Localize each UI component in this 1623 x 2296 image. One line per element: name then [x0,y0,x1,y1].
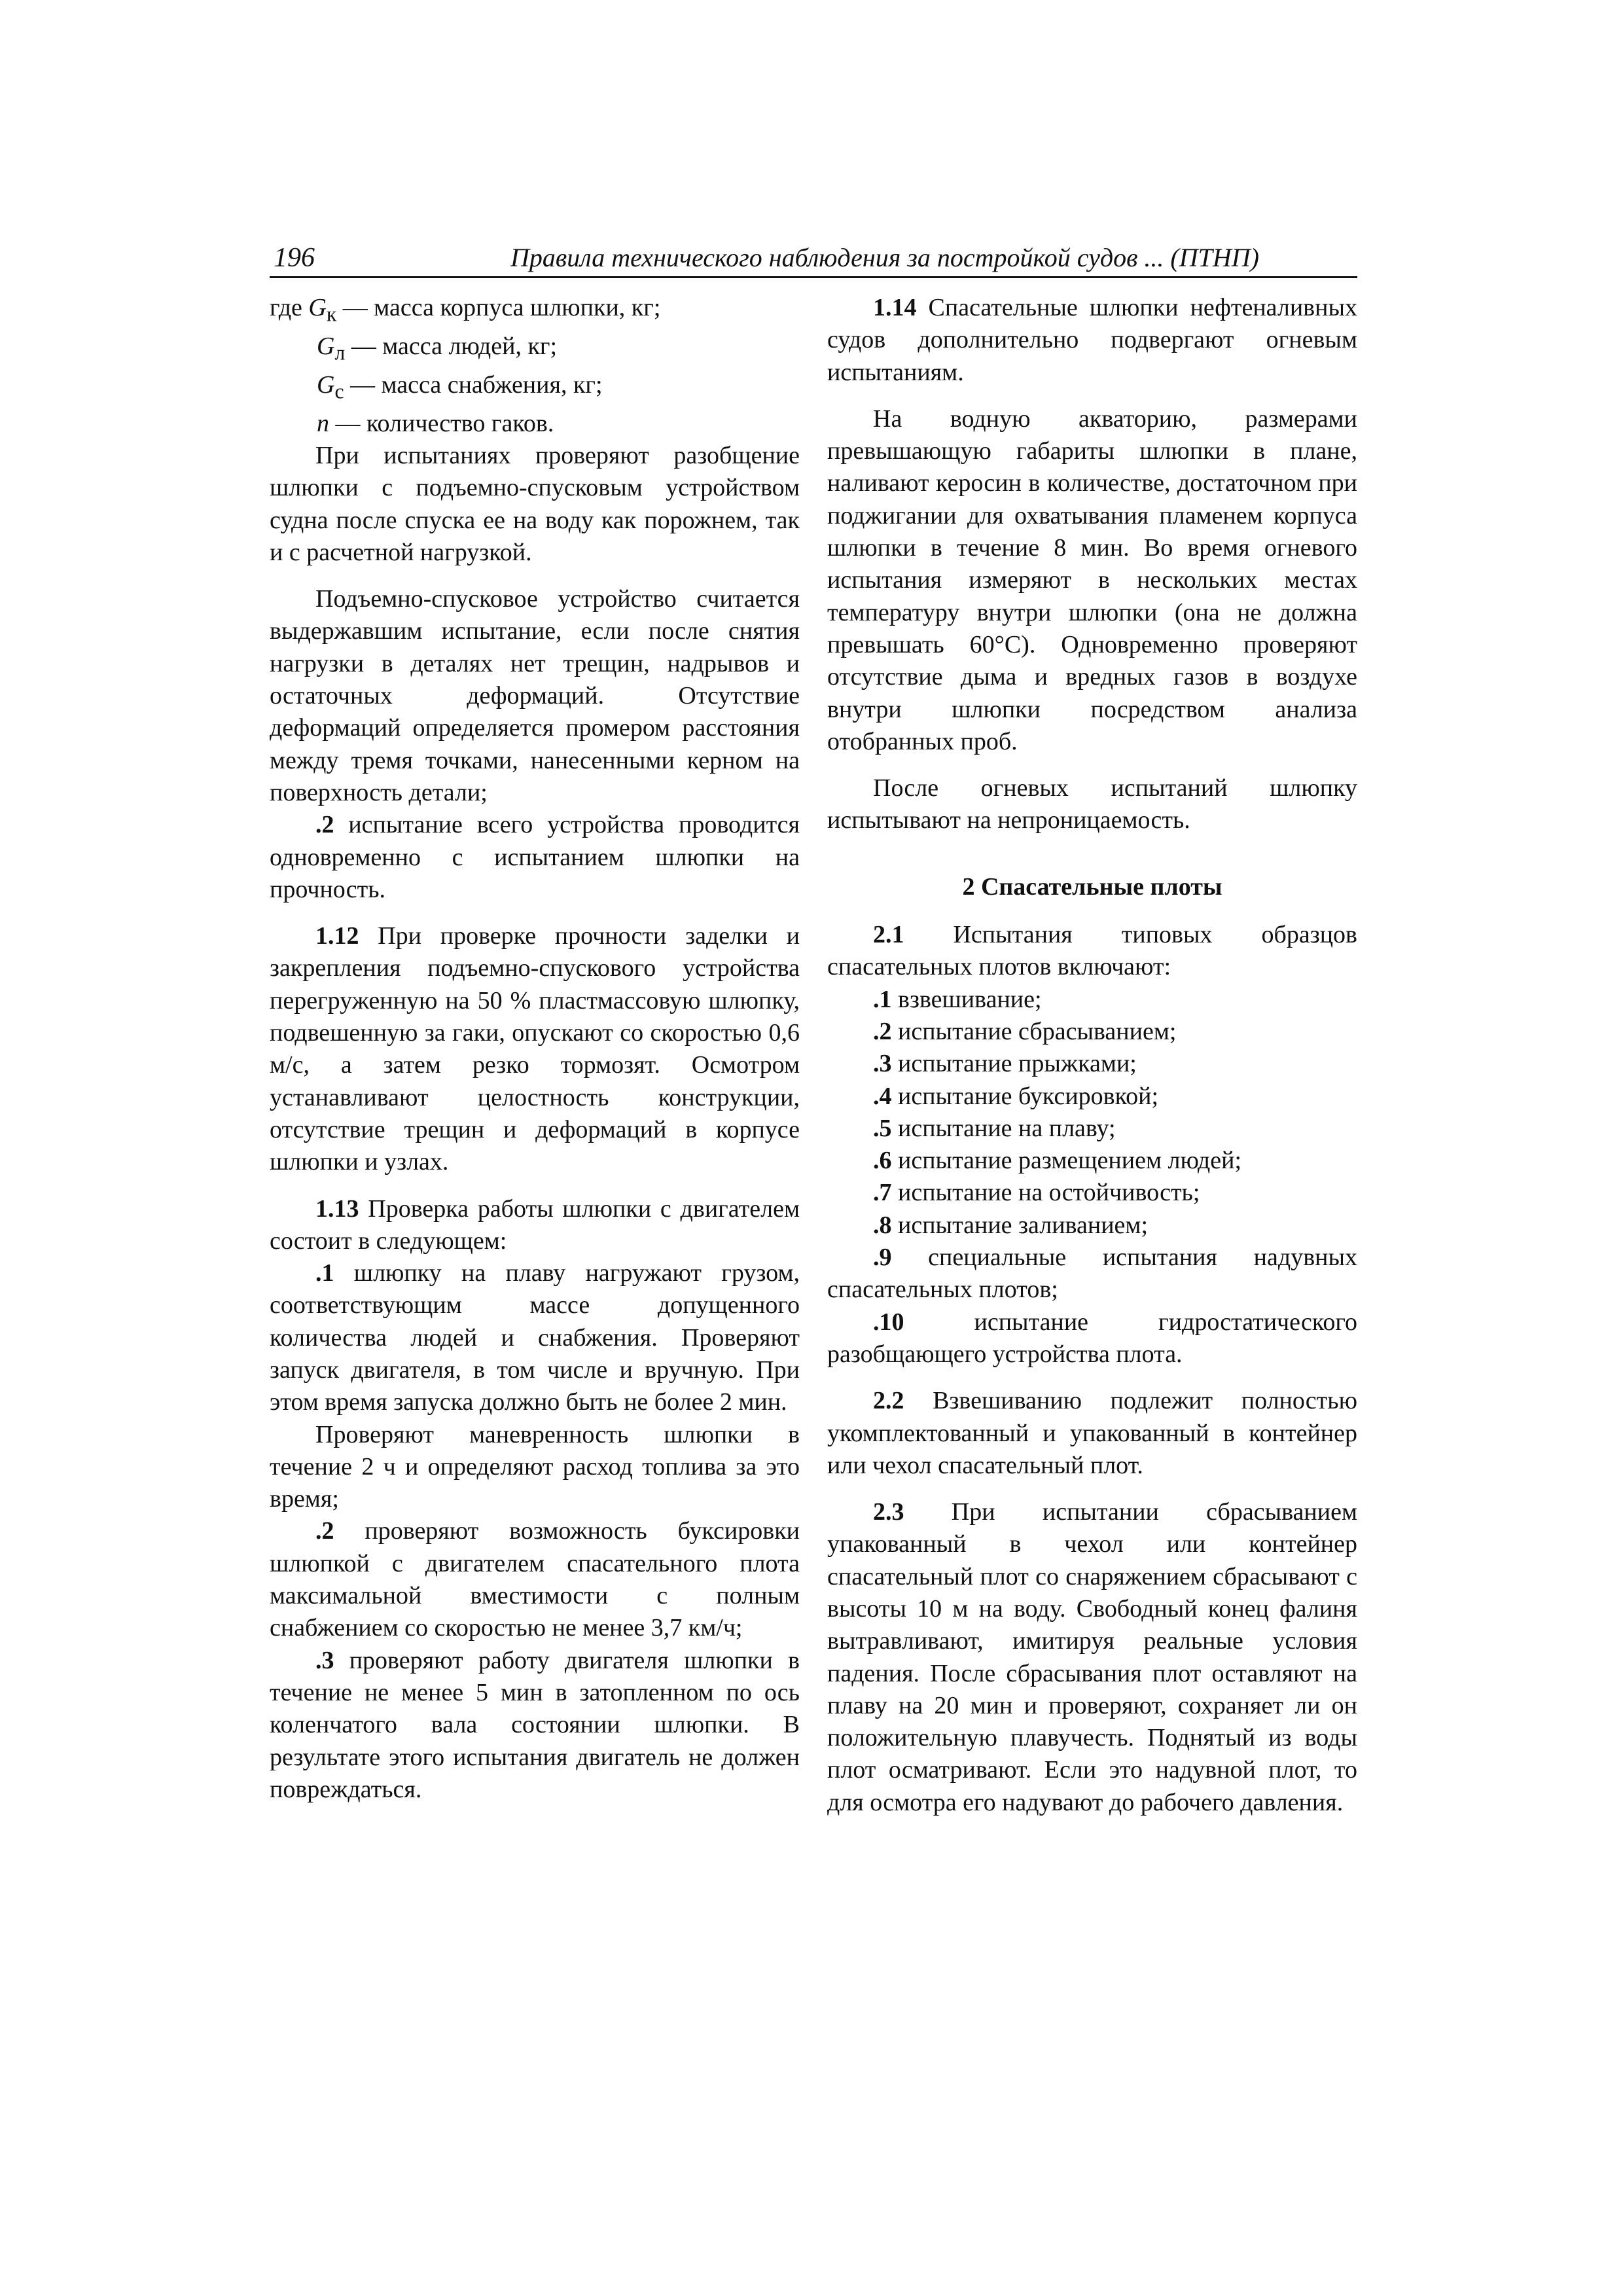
variable-definitions [270,292,800,440]
list-item: .1 взвешивание; [873,985,1042,1013]
paragraph: .2 проверяют возможность буксировки шлюпкой с двигателем спасательного плота максимальной вместимости с полным снабжением со скоростью не менее 3,7 км/ч; [270,1517,800,1642]
list-item: .7 испытание на остойчивость; [873,1179,1200,1207]
list-item: .9 специальные испытания надувных спасательных плотов; [827,1244,1357,1304]
paragraph: Проверяют маневренность шлюпки в течение 2 ч и определяют расход топлива за это время; [270,1420,800,1513]
right-column [827,292,1357,1819]
paragraph: .2 испытание всего устройства проводится одновременно с испытанием шлюпки на прочность. [270,811,800,903]
paragraph: Подъемно-спусковое устройство считается выдержавшим испытание, если после снятия нагрузки в деталях нет трещин, надрывов и остаточных деформаций. Отсутствие деформаций определяется промером расстояния между тремя точками, нанесенными керном на поверхность детали; [270,585,800,806]
paragraph: После огневых испытаний шлюпку испытывают на непроницаемость. [827,774,1357,834]
definition-n: n — количество гаков. [317,409,554,437]
list-item: .2 испытание сбрасыванием; [873,1017,1177,1045]
paragraph: При испытаниях проверяют разобщение шлюпки с подъемно-спусковым устройством судна после спуска ее на воду как порожнем, так и с расчетной нагрузкой. [270,441,800,566]
list-item: .10 испытание гидростатического разобщающего устройства плота. [827,1308,1357,1368]
definition-gs: $G_с$ — масса снабжения, кг; [317,370,603,403]
definition-gk: где $G_к$ — масса корпуса шлюпки, кг; [270,294,661,326]
list-item: .5 испытание на плаву; [873,1114,1116,1142]
list-item: .4 испытание буксировкой; [873,1082,1159,1110]
list-item: .8 испытание заливанием; [873,1211,1149,1239]
page-header [270,240,1357,278]
clause-1-13: 1.13 Проверка работы шлюпки с двигателем состоит в следующем: [270,1194,800,1255]
left-column [270,292,800,1806]
paragraph: На водную акваторию, размерами превышающую габариты шлюпки в плане, наливают керосин в количестве, достаточном при поджигании для охватывания пламенем корпуса шлюпки в течение 8 мин. Во время огневого испытания измеряют в нескольких местах температуру внутри шлюпки (она не должна превышать 60°С). Одновременно проверяют отсутствие дыма и вредных газов в воздухе внутри шлюпки посредством анализа отобранных проб. [827,404,1357,755]
list-item: .3 испытание прыжками; [873,1050,1137,1078]
clause-2-1: 2.1 Испытания типовых образцов спасательных плотов включают: [827,921,1357,981]
paragraph: .3 проверяют работу двигателя шлюпки в течение не менее 5 мин в затопленном по ось коленчатого вала состоянии шлюпки. В результате этого испытания двигатель не должен повреждаться. [270,1646,800,1803]
clause-2-2: 2.2 Взвешиванию подлежит полностью укомплектованный и упакованный в контейнер или чехол спасательный плот. [827,1387,1357,1479]
paragraph: .1 шлюпку на плаву нагружают грузом, соответствующим массе допущенного количества людей и снабжения. Проверяют запуск двигателя, в том числе и вручную. При этом время запуска должно быть не более 2 мин. [270,1259,800,1416]
page-number: 196 [274,243,315,273]
section-title: 2 Спасательные плоты [962,872,1222,901]
clause-1-14: 1.14 Спасательные шлюпки нефтеналивных судов дополнительно подвергают огневым испытаниям. [827,294,1357,386]
definition-gl: $G_л$ — масса людей, кг; [317,332,558,365]
clause-2-3: 2.3 При испытании сбрасыванием упакованный в чехол или контейнер спасательный плот со снаряжением сбрасывают с высоты 10 м на воду. Свободный конец фалиня вытравливают, имитируя реальные условия падения. После сбрасывания плот оставляют на плаву на 20 мин и проверяют, сохраняет ли он положительную плавучесть. Поднятый из воды плот осматривают. Если это надувной плот, то для осмотра его надувают до рабочего давления. [827,1498,1357,1816]
clause-1-12: 1.12 При проверке прочности заделки и закрепления подъемно-спускового устройства перегруженную на 50 % пластмассовую шлюпку, подвешенную за гаки, опускают со скоростью 0,6 м/с, а затем резко тормозят. Осмотром устанавливают целостность конструкции, отсутствие трещин и деформаций в корпусе шлюпки и узлах. [270,922,800,1176]
list-item: .6 испытание размещением людей; [873,1147,1242,1175]
running-title: Правила технического наблюдения за постройкой судов ... (ПТНП) [510,243,1259,272]
